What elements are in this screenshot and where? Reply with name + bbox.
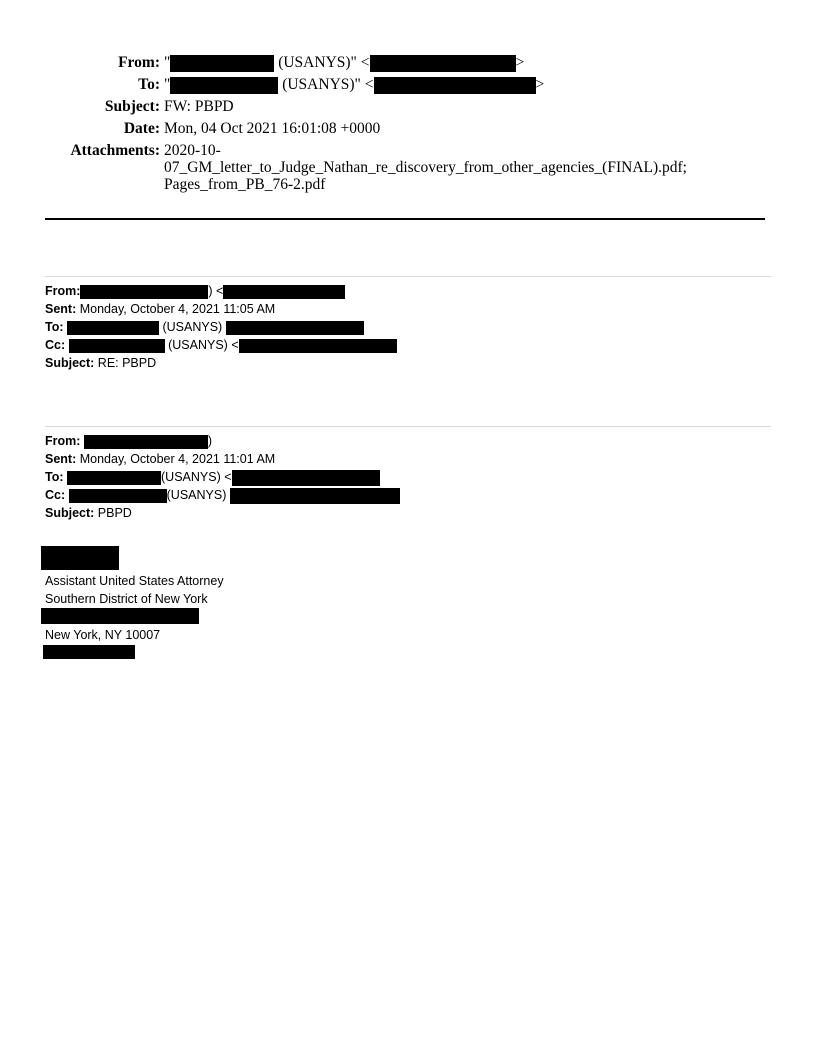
redaction-box <box>84 435 208 449</box>
forwarded-message-1 <box>45 276 771 372</box>
header-from-quote: " <box>164 54 171 71</box>
message-to-tail: (USANYS) <box>159 320 226 334</box>
message-sent-value: Monday, October 4, 2021 11:05 AM <box>76 302 276 316</box>
redaction-box <box>41 608 199 624</box>
redaction-box <box>67 321 159 335</box>
message-cc-row <box>45 486 771 504</box>
message-from-row <box>45 282 771 300</box>
message-sent-value: Monday, October 4, 2021 11:01 AM <box>76 452 276 466</box>
forwarded-message-2 <box>45 426 771 522</box>
signature-address-row <box>41 608 224 626</box>
message-to-row <box>45 468 771 486</box>
message-from-row <box>45 432 771 450</box>
message-separator <box>45 276 771 277</box>
message-subject-row <box>45 354 771 372</box>
message-from-tail: ) <box>207 434 213 448</box>
redaction-box <box>374 77 536 94</box>
redaction-box <box>226 321 364 335</box>
message-subject-label: Subject: <box>45 356 95 370</box>
message-to-label: To: <box>45 320 64 334</box>
header-date-value: Mon, 04 Oct 2021 16:01:08 +0000 <box>164 120 381 137</box>
message-cc-row <box>45 336 771 354</box>
header-date-row <box>0 118 816 140</box>
redaction-box <box>170 77 278 94</box>
signature-phone-row <box>41 644 224 662</box>
header-to-row <box>0 74 816 96</box>
header-subject-value: FW: PBPD <box>164 98 234 115</box>
message-to-tail: (USANYS) < <box>161 470 232 484</box>
message-from-label: From: <box>45 284 81 298</box>
header-to-value <box>164 74 544 96</box>
header-to-label: To: <box>138 76 160 93</box>
redaction-box <box>69 339 165 353</box>
header-to-quote: " <box>164 76 171 93</box>
header-attachments-label: Attachments: <box>70 142 160 159</box>
signature-office: Southern District of New York <box>45 592 208 606</box>
message-sent-label: Sent: <box>45 302 77 316</box>
signature-city: New York, NY 10007 <box>45 628 161 642</box>
message-to-row <box>45 318 771 336</box>
redaction-box <box>230 488 400 504</box>
header-subject-label: Subject: <box>104 98 160 115</box>
header-divider <box>45 218 765 220</box>
message-from-tail: ) < <box>208 284 224 298</box>
redaction-box <box>80 285 208 299</box>
message-cc-tail: (USANYS) <box>166 488 230 502</box>
header-attachments-list <box>164 142 784 193</box>
message-subject-value: PBPD <box>94 506 132 520</box>
message-sent-label: Sent: <box>45 452 77 466</box>
message-subject-row <box>45 504 771 522</box>
email-header <box>0 52 816 200</box>
header-from-row <box>0 52 816 74</box>
header-from-close: > <box>515 54 525 71</box>
signature-block <box>41 546 224 662</box>
redaction-box <box>43 645 135 659</box>
redaction-box <box>67 471 161 485</box>
header-attachments-row <box>0 140 816 200</box>
message-cc-label: Cc: <box>45 488 66 502</box>
attachment-line: Pages_from_PB_76-2.pdf <box>164 176 326 193</box>
redaction-box <box>370 55 516 72</box>
message-sent-row <box>45 450 771 468</box>
message-cc-tail: (USANYS) < <box>164 338 239 352</box>
message-to-label: To: <box>45 470 64 484</box>
signature-name-row <box>41 546 224 572</box>
signature-title: Assistant United States Attorney <box>45 574 224 588</box>
redaction-box <box>41 546 119 570</box>
redaction-box <box>232 470 380 486</box>
redaction-box <box>239 339 397 353</box>
attachment-line: 07_GM_letter_to_Judge_Nathan_re_discovery_from_other_agencies_(FINAL).pdf; <box>164 159 687 176</box>
message-from-label: From: <box>45 434 81 448</box>
header-date-label: Date: <box>123 120 160 137</box>
message-sent-row <box>45 300 771 318</box>
header-from-org: (USANYS)" < <box>274 54 370 71</box>
redaction-box <box>223 285 345 299</box>
header-from-value <box>164 52 524 74</box>
redaction-box <box>69 489 167 503</box>
header-subject-row <box>0 96 816 118</box>
message-subject-label: Subject: <box>45 506 95 520</box>
message-subject-value: RE: PBPD <box>94 356 157 370</box>
header-to-org: (USANYS)" < <box>278 76 374 93</box>
header-to-close: > <box>535 76 545 93</box>
attachment-line: 2020-10- <box>164 142 221 159</box>
message-separator <box>45 426 771 427</box>
message-cc-label: Cc: <box>45 338 66 352</box>
header-from-label: From: <box>118 54 160 71</box>
redaction-box <box>170 55 274 72</box>
